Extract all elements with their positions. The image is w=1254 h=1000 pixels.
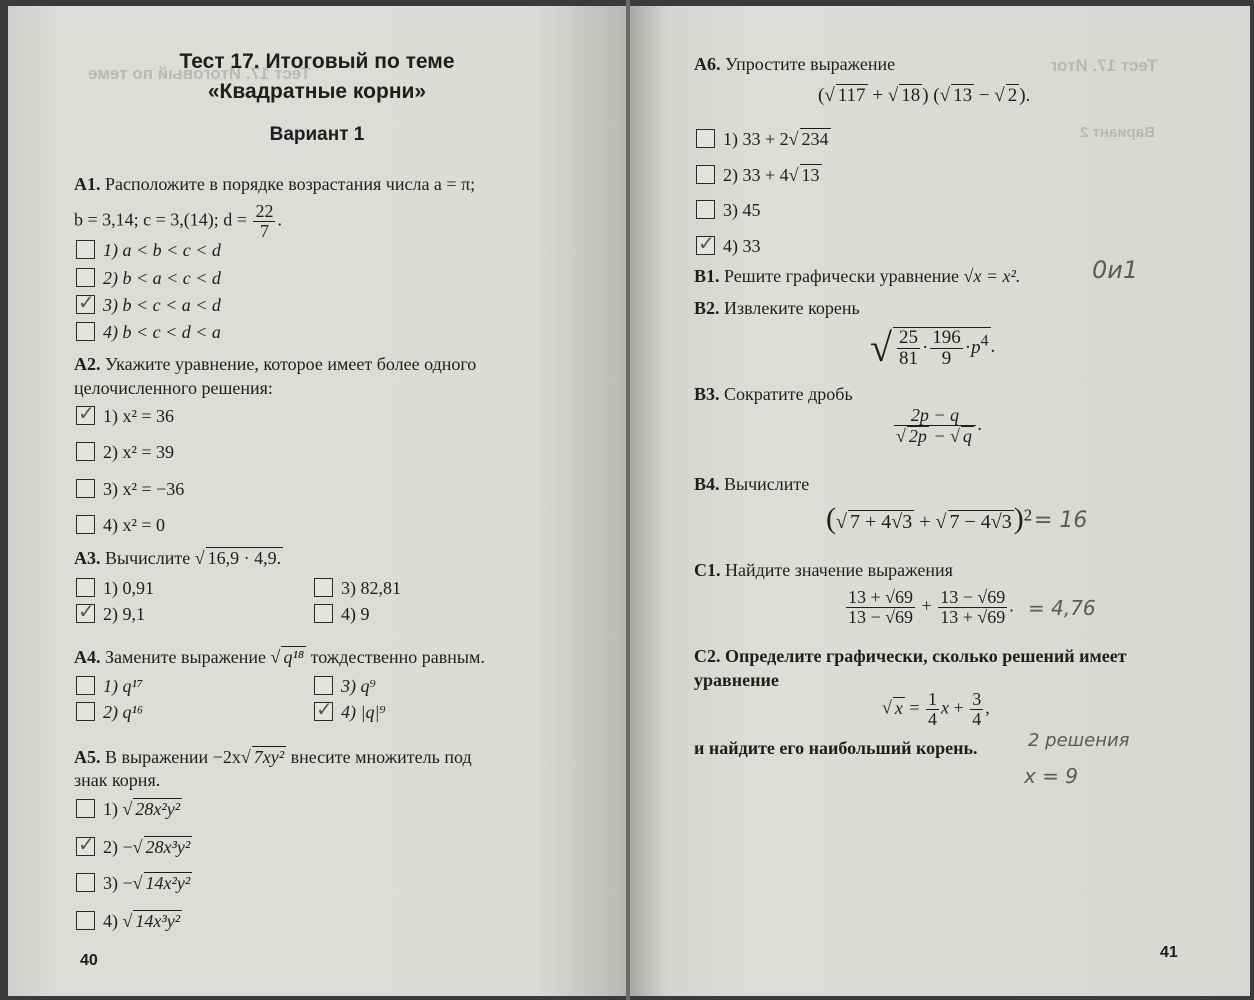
- answer-option[interactable]: [314, 604, 370, 625]
- bleed-through-text: Тест 17. Итог: [1050, 56, 1158, 75]
- answer-option[interactable]: [76, 322, 221, 343]
- checkbox[interactable]: [76, 322, 95, 341]
- radical: q: [962, 425, 972, 446]
- checkbox-checked[interactable]: [76, 604, 95, 623]
- checkbox[interactable]: [76, 578, 95, 597]
- question-label: А2.: [74, 354, 101, 374]
- checkbox[interactable]: [76, 676, 95, 695]
- answer-option[interactable]: [76, 515, 165, 536]
- option-text: 1) 0,91: [103, 578, 154, 598]
- page-number: 40: [80, 952, 98, 969]
- book-spine: [626, 0, 630, 1000]
- checkbox[interactable]: [76, 268, 95, 287]
- math-expression: √ x = $\frac{1}{4}$ x + $\frac{3}{4}$ ,: [882, 689, 990, 729]
- answer-option[interactable]: [76, 268, 221, 289]
- question-label: В4.: [694, 474, 720, 494]
- bleed-through-text: Вариант 2: [1080, 124, 1155, 141]
- answer-option[interactable]: 1) 33 + 2√ 234: [696, 128, 831, 150]
- checkbox[interactable]: [696, 200, 715, 219]
- fraction-numerator: 13 − √69: [940, 587, 1006, 607]
- question-text: знак корня.: [74, 770, 161, 790]
- question-label: А4.: [74, 647, 101, 667]
- question-a3: А3. Вычислите √ 16,9 · 4,9.: [74, 548, 282, 568]
- radical: 2p: [908, 425, 927, 446]
- checkbox[interactable]: [314, 578, 333, 597]
- radical: 14x³y²: [135, 911, 181, 931]
- answer-option[interactable]: [76, 406, 174, 427]
- option-text: 2) 9,1: [103, 604, 145, 624]
- fraction-numerator: 2p − q: [894, 406, 976, 426]
- question-a5: А5. В выражении −2x√ 7xy² внесите множитель под: [74, 747, 472, 767]
- answer-option[interactable]: [76, 676, 143, 697]
- question-c1: [694, 560, 953, 581]
- math-expression: (√ 7 + 4√3 + √ 7 − 4√3)$^2$: [826, 502, 1033, 535]
- fraction: $\frac{2p - q}{√ 2p - √ q}$ .: [896, 405, 983, 446]
- question-text: b = 3,14; c = 3,(14); d =: [74, 209, 247, 230]
- radical: 117: [837, 85, 866, 106]
- checkbox[interactable]: [76, 479, 95, 498]
- fraction-denominator: 13 + √69: [940, 606, 1006, 627]
- checkbox-checked[interactable]: [314, 702, 333, 721]
- radical: 7xy²: [253, 747, 285, 767]
- radical: 28x³y²: [145, 837, 191, 857]
- question-text: Укажите уравнение, которое имеет более одного: [105, 354, 477, 374]
- variant-heading: Вариант 1: [269, 124, 365, 145]
- answer-option[interactable]: [314, 702, 386, 723]
- answer-option[interactable]: [696, 200, 761, 221]
- question-text: Замените выражение: [105, 647, 267, 667]
- checkbox[interactable]: [314, 604, 333, 623]
- question-label: С2.: [694, 646, 721, 666]
- answer-option[interactable]: 4) √ 14x³y²: [76, 910, 182, 932]
- option-text: 2) x² = 39: [103, 442, 175, 462]
- radical: 16,9 · 4,9.: [207, 548, 282, 568]
- math-expression: √x = x².: [963, 266, 1021, 286]
- page-number: 41: [1160, 944, 1178, 961]
- question-label: С1.: [694, 560, 721, 580]
- answer-option[interactable]: [76, 442, 174, 463]
- question-text: Решите графически уравнение: [724, 266, 960, 286]
- question-a6: [694, 54, 895, 75]
- answer-option[interactable]: 1) √ 28x²y²: [76, 798, 182, 820]
- answer-option[interactable]: [76, 295, 221, 316]
- question-label: А5.: [74, 747, 101, 767]
- answer-option[interactable]: 3) −√ 14x²y²: [76, 872, 192, 894]
- question-text: Упростите выражение: [725, 54, 896, 74]
- radical: 14x²y²: [145, 873, 191, 893]
- handwritten-answer: 2 решения: [1028, 730, 1130, 751]
- radical: 18: [901, 85, 921, 106]
- question-text: Вычислите: [724, 474, 810, 494]
- fraction-denominator: 13 − √69: [848, 606, 914, 627]
- option-text: 4): [103, 911, 118, 931]
- checkbox[interactable]: [76, 873, 95, 892]
- checkbox[interactable]: [696, 165, 715, 184]
- option-text: 1) x² = 36: [103, 406, 175, 426]
- answer-option[interactable]: ✓2) −√ 28x³y²: [76, 836, 192, 858]
- question-label: В2.: [694, 298, 720, 318]
- fraction-numerator: 13 + √69: [848, 587, 914, 607]
- option-text: 2) q¹⁶: [103, 702, 144, 722]
- option-text: 3) q⁹: [341, 676, 376, 696]
- radical: 2: [1007, 85, 1018, 106]
- radical: 13: [801, 165, 820, 185]
- question-a1-line2: b = 3,14; c = 3,(14); d = $\frac{22}{7}$ .: [74, 201, 282, 241]
- question-text: и найдите его наибольший корень.: [694, 738, 978, 758]
- left-page: [8, 6, 626, 996]
- option-text: 3) −: [103, 873, 133, 893]
- question-text: тождественно равным.: [310, 647, 485, 667]
- option-text: 4) b < c < d < a: [103, 322, 221, 342]
- radical: 28x²y²: [135, 799, 181, 819]
- question-label: А6.: [694, 54, 721, 74]
- option-text: 1) a < b < c < d: [103, 240, 221, 260]
- option-text: 1) q¹⁷: [103, 676, 144, 696]
- question-text: Извлеките корень: [724, 298, 860, 318]
- question-a1: [74, 174, 475, 195]
- fraction: [253, 202, 275, 241]
- option-text: 2) b < a < c < d: [103, 268, 221, 288]
- question-a2: [74, 354, 476, 375]
- checkbox[interactable]: [76, 702, 95, 721]
- answer-option[interactable]: [696, 236, 761, 257]
- question-text: Найдите значение выражения: [725, 560, 953, 580]
- option-text: 4) x² = 0: [103, 515, 166, 535]
- question-text: целочисленного решения:: [74, 378, 273, 398]
- option-text: 1): [103, 799, 118, 819]
- question-label: В1.: [694, 266, 720, 286]
- checkbox[interactable]: [696, 129, 715, 148]
- question-label: В3.: [694, 384, 720, 404]
- handwritten-answer: x = 9: [1024, 764, 1079, 788]
- option-text: 2) 33 + 4: [723, 165, 789, 185]
- checkbox-checked[interactable]: [696, 236, 715, 255]
- question-text: внесите множитель под: [290, 747, 472, 767]
- handwritten-answer: = 16: [1034, 508, 1088, 533]
- question-text: В выражении −2x: [105, 747, 241, 767]
- radical: 234: [801, 129, 829, 149]
- fraction-numerator: 22: [255, 201, 274, 221]
- option-text: 1) 33 + 2: [723, 129, 789, 149]
- question-b1: [694, 266, 1020, 287]
- checkbox-checked[interactable]: [76, 406, 95, 425]
- question-b3: [694, 384, 853, 405]
- question-label: А1.: [74, 174, 101, 194]
- handwritten-answer: 0и1: [1092, 256, 1139, 284]
- answer-option[interactable]: [76, 702, 143, 723]
- handwritten-answer: = 4,76: [1028, 596, 1096, 620]
- radical: 7 − 4√3: [949, 511, 1012, 533]
- question-a4: А4. Замените выражение √ q¹⁸ тождественно равным.: [74, 647, 485, 667]
- option-text: 3) x² = −36: [103, 479, 185, 499]
- answer-option[interactable]: 2) 33 + 4√ 13: [696, 164, 822, 186]
- option-text: 2) −: [103, 837, 133, 857]
- test-title: Тест 17. Итоговый по теме: [179, 50, 455, 73]
- option-text: 4) 33: [723, 236, 761, 256]
- question-c2: [694, 646, 1127, 667]
- bleed-through-text: Тест 17. Итоговый по теме: [88, 64, 311, 83]
- question-b2: [694, 298, 860, 319]
- answer-option[interactable]: [76, 240, 221, 261]
- checkbox[interactable]: [314, 676, 333, 695]
- question-text: Вычислите: [105, 548, 191, 568]
- radical: 13: [953, 85, 973, 106]
- question-label: А3.: [74, 548, 101, 568]
- checkbox-checked[interactable]: [76, 295, 95, 314]
- answer-option[interactable]: [314, 578, 401, 599]
- option-text: 3) b < c < a < d: [103, 295, 221, 315]
- question-b4: [694, 474, 809, 495]
- answer-option[interactable]: [76, 479, 184, 500]
- checkbox[interactable]: [76, 515, 95, 534]
- question-text: уравнение: [694, 670, 779, 690]
- option-text: 4) |q|⁹: [341, 702, 386, 722]
- checkbox-checked[interactable]: [76, 837, 95, 856]
- question-text: Сократите дробь: [724, 384, 853, 404]
- option-text: 4) 9: [341, 604, 370, 624]
- answer-option[interactable]: [314, 676, 376, 697]
- math-expression-radical: √ $\frac{25}{81}$ · $\frac{196}{9}$ $\cdot p^4$ .: [870, 325, 996, 370]
- question-text: Определите графически, сколько решений имеет: [725, 646, 1127, 666]
- right-page: [630, 6, 1250, 996]
- option-text: 3) 82,81: [341, 578, 401, 598]
- checkbox[interactable]: [76, 911, 95, 930]
- option-text: 3) 45: [723, 200, 761, 220]
- answer-option[interactable]: [76, 604, 145, 625]
- math-expression: $\frac{13 + √69}{13 - √69}$ + $\frac{13 - √69}{13 + √69}$ .: [848, 587, 1014, 627]
- math-expression: (√ 117 + √ 18 ) (√ 13 − √ 2 ).: [818, 85, 1031, 106]
- question-text: Расположите в порядке возрастания числа a = π;: [105, 174, 476, 194]
- checkbox[interactable]: [76, 442, 95, 461]
- radical: q¹⁸: [283, 647, 305, 667]
- checkbox[interactable]: [76, 240, 95, 259]
- fraction-denominator: 7: [259, 220, 269, 241]
- test-subtitle: «Квадратные корни»: [207, 80, 427, 103]
- answer-option[interactable]: [76, 578, 154, 599]
- checkbox[interactable]: [76, 799, 95, 818]
- radical: 7 + 4√3: [849, 511, 913, 533]
